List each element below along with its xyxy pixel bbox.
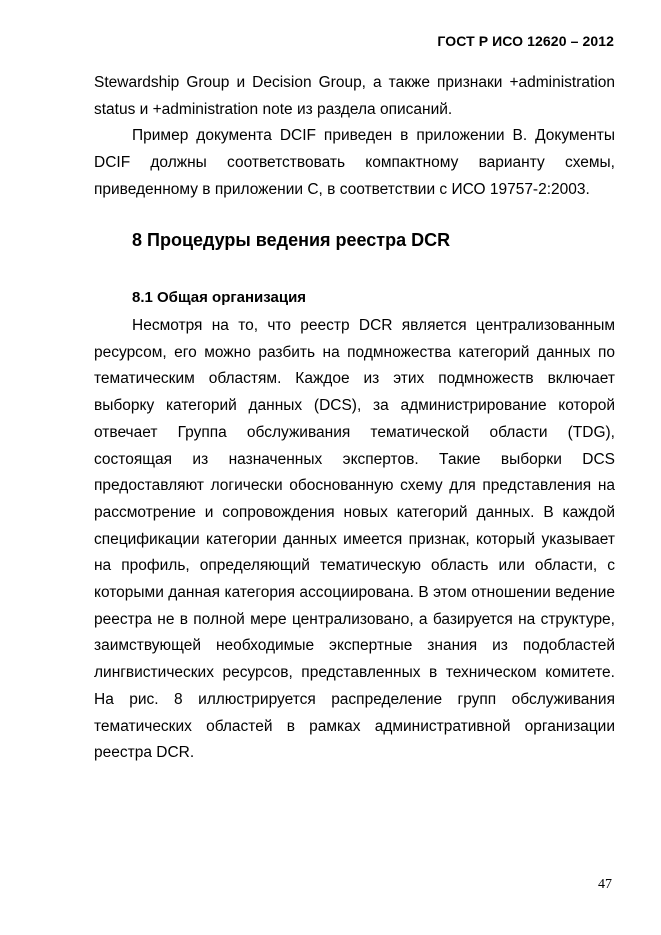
subsection-body — [94, 313, 615, 767]
paragraph-continuation: Stewardship Group и Decision Group, а также признаки +administration status и +administration note из раздела описаний. — [94, 74, 615, 118]
paragraph-general-organization: Несмотря на то, что реестр DCR является централизованным ресурсом, его можно разбить на подмножества категорий данных по тематическим областям. Каждое из этих подмножеств включает выборку категорий данных (DCS), за администрирование которой отвечает Группа обслуживания тематической области (TDG), состоящая из назначенных экспертов. Такие выборки DCS предоставляют логически обоснованную схему для представления на рассмотрение и сопровождения новых категорий данных. В каждой спецификации категории данных имеется признак, который указывает на профиль, определяющий тематическую область или области, с которыми данная категория ассоциирована. В этом отношении ведение реестра не в полной мере централизовано, а базируется на структуре, заимствующей необходимые экспертные знания из подобластей лингвистических ресурсов, представленных в техническом комитете. На рис. 8 иллюстрируется распределение групп обслуживания тематических областей в рамках административной организации реестра DCR. — [94, 317, 615, 762]
subsection-heading: 8.1 Общая организация — [132, 289, 307, 306]
intro-text-block — [94, 70, 615, 204]
page-number: 47 — [598, 877, 612, 892]
page-header-standard-id: ГОСТ Р ИСО 12620 – 2012 — [437, 33, 614, 49]
paragraph-dcif-example: Пример документа DCIF приведен в приложении В. Документы DCIF должны соответствовать компактному варианту схемы, приведенному в приложении С, в соответствии с ИСО 19757-2:2003. — [94, 127, 615, 198]
section-heading: 8 Процедуры ведения реестра DCR — [132, 230, 451, 250]
